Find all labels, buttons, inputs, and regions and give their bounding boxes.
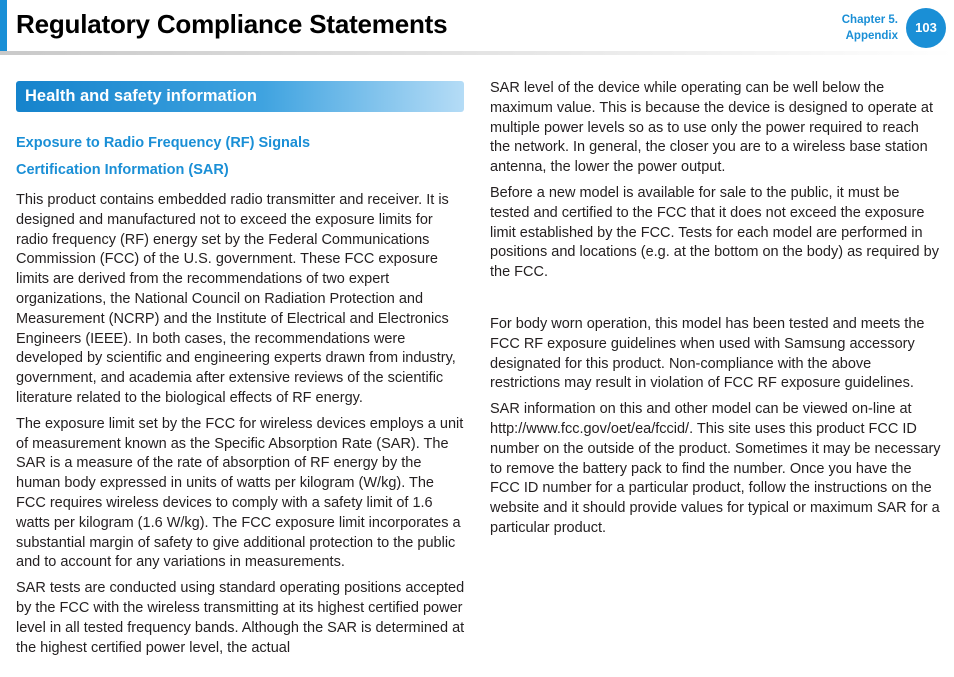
paragraph: SAR tests are conducted using standard operating positions accepted by the FCC with the wireless transmitting at its highest certified power level in all tested frequency bands. Although the SAR is determined at the highest certified power level, the actual (16, 580, 465, 656)
paragraph: The exposure limit set by the FCC for wireless devices employs a unit of measurement known as the Specific Absorption Rate (SAR). The SAR is a measure of the rate of absorption of RF energy by the human body expressed in units of watts per kilogram (W/kg). The FCC requires wireless devices to comply with a safety limit of 1.6 watts per kilogram (1.6 W/kg). The FCC exposure limit incorporates a substantial margin of safety to give additional protection to the public and to account for any variations in measurements. (16, 415, 464, 571)
chapter-section: Appendix (845, 30, 898, 42)
paragraph: SAR information on this and other model can be viewed on-line at http://www.fcc.gov/oet/ea/fccid/. This site uses this product FCC ID number on the outside of the product. Sometimes it may be necessary to remove the battery pack to find the number. Once you have the FCC ID number for a particular product, follow the instructions on the website and it should provide values for typical or maximum SAR for a particular product. (490, 401, 941, 536)
header-accent-bar (0, 0, 7, 52)
paragraph: This product contains embedded radio transmitter and receiver. It is designed and manufactured not to exceed the exposure limits for radio frequency (RF) energy set by the Federal Communications Commission (FCC) of the U.S. government. These FCC exposure limits are derived from the recommendations of two expert organizations, the National Council on Radiation Protection and Measurement (NCRP) and the Institute of Electrical and Electronics Engineers (IEEE). In both cases, the recommendations were developed by scientific and engineering experts drawn from industry, government, and academia after extensive reviews of the scientific literature related to the biological effects of RF energy. (16, 192, 456, 406)
left-column (16, 191, 466, 664)
chapter-label (842, 12, 898, 44)
subheading-rf-signals: Exposure to Radio Frequency (RF) Signals (16, 135, 311, 151)
page-number-badge: 103 (906, 8, 946, 48)
chapter-number: Chapter 5. (841, 14, 898, 26)
right-column (490, 79, 942, 545)
header-rule (0, 51, 954, 55)
section-header-bar (16, 81, 464, 112)
paragraph-spacer (490, 289, 942, 315)
paragraph: For body worn operation, this model has been tested and meets the FCC RF exposure guidelines when used with Samsung accessory designated for this product. Non-compliance with the above restrictions may result in violation of FCC RF exposure guidelines. (490, 315, 925, 392)
paragraph: SAR level of the device while operating can be well below the maximum value. This is because the device is designed to operate at multiple power levels so as to use only the power required to reach the network. In general, the closer you are to a wireless base station antenna, the lower the power output. (490, 80, 934, 176)
paragraph: Before a new model is available for sale to the public, it must be tested and certified to the FCC that it does not exceed the exposure limit established by the FCC. Tests for each model are performed in positions and locations (e.g. at the bottom on the body) as required by the FCC. (490, 184, 939, 281)
page-title: Regulatory Compliance Statements (16, 9, 448, 39)
subheading-sar: Certification Information (SAR) (16, 162, 229, 178)
section-title: Health and safety information (25, 87, 257, 105)
